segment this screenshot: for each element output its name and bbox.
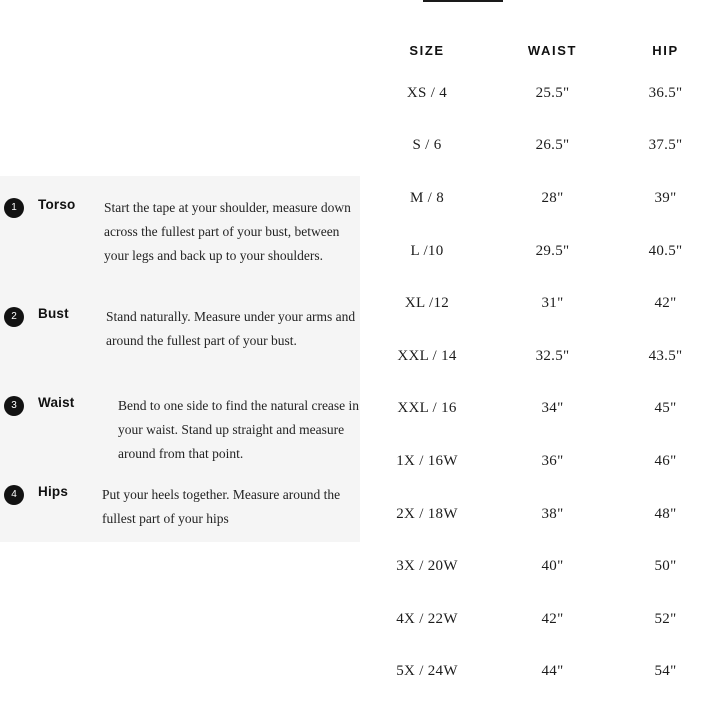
table-row [360,488,720,541]
step-number-badge: 4 [4,485,24,505]
measurement-label-waist: Waist [38,395,75,410]
cell-hip: 48" [654,505,677,522]
size-chart-table [360,0,720,720]
cell-waist: 44" [541,663,564,680]
size-chart-grid [360,0,720,698]
cell-hip: 40.5" [648,242,683,259]
cell-size: 1X / 16W [396,452,458,469]
cell-size: 5X / 24W [396,663,458,680]
cell-hip: 45" [654,400,677,417]
measurement-label-torso: Torso [38,197,76,212]
cell-hip: 36.5" [648,84,683,101]
column-header-hip: HIP [652,42,679,58]
table-row [360,172,720,225]
measurement-label-bust: Bust [38,306,69,321]
cell-waist: 36" [541,452,564,469]
table-header-row [360,33,720,67]
step-number-badge: 1 [4,198,24,218]
measurement-description-hips: Put your heels together. Measure around the fullest part of your hips [102,487,341,526]
cell-hip: 50" [654,558,677,575]
cell-waist: 32.5" [535,347,570,364]
cell-hip: 42" [654,295,677,312]
table-row [360,646,720,699]
cell-size: 2X / 18W [396,505,458,522]
table-row [360,67,720,120]
measurement-description-torso: Start the tape at your shoulder, measure down across the fullest part of your bust, between your legs and back up to your shoulders. [104,200,351,263]
measurement-guide-item-bust [0,305,360,353]
measurement-guide-item-hips [0,483,360,531]
cell-size: XXL / 14 [397,347,457,364]
cell-waist: 42" [541,610,564,627]
step-number-badge: 2 [4,307,24,327]
cell-hip: 39" [654,189,677,206]
table-row [360,120,720,173]
cell-waist: 25.5" [535,84,570,101]
column-header-waist: WAIST [527,42,578,58]
cell-waist: 38" [541,505,564,522]
cell-size: XXL / 16 [397,400,457,417]
cell-waist: 31" [541,295,564,312]
measurement-guide-panel [0,176,360,542]
cell-waist: 34" [541,400,564,417]
measurement-description-bust: Stand naturally. Measure under your arms and around the fullest part of your bust. [106,309,356,348]
table-row [360,383,720,436]
cell-size: XL /12 [404,295,450,312]
cell-hip: 46" [654,452,677,469]
column-header-size: SIZE [409,42,445,58]
cell-hip: 52" [654,610,677,627]
cell-hip: 43.5" [648,347,683,364]
cell-waist: 40" [541,558,564,575]
step-number-badge: 3 [4,396,24,416]
cell-waist: 29.5" [535,242,570,259]
cell-size: XS / 4 [406,84,448,101]
measurement-label-hips: Hips [38,484,69,499]
cell-hip: 37.5" [648,137,683,154]
table-row [360,435,720,488]
measurement-description-waist: Bend to one side to find the natural crease in your waist. Stand up straight and measure around from that point. [118,398,360,461]
cell-size: 4X / 22W [396,610,458,627]
cell-waist: 26.5" [535,137,570,154]
measurement-guide-item-torso [0,196,360,268]
table-row [360,225,720,278]
measurement-guide-item-waist [0,394,360,466]
cell-hip: 54" [654,663,677,680]
table-row [360,330,720,383]
table-row [360,593,720,646]
cell-waist: 28" [541,189,564,206]
cell-size: L /10 [410,242,444,259]
cell-size: 3X / 20W [396,558,458,575]
table-row [360,540,720,593]
cell-size: M / 8 [409,189,444,206]
table-row [360,277,720,330]
cell-size: S / 6 [412,137,442,154]
